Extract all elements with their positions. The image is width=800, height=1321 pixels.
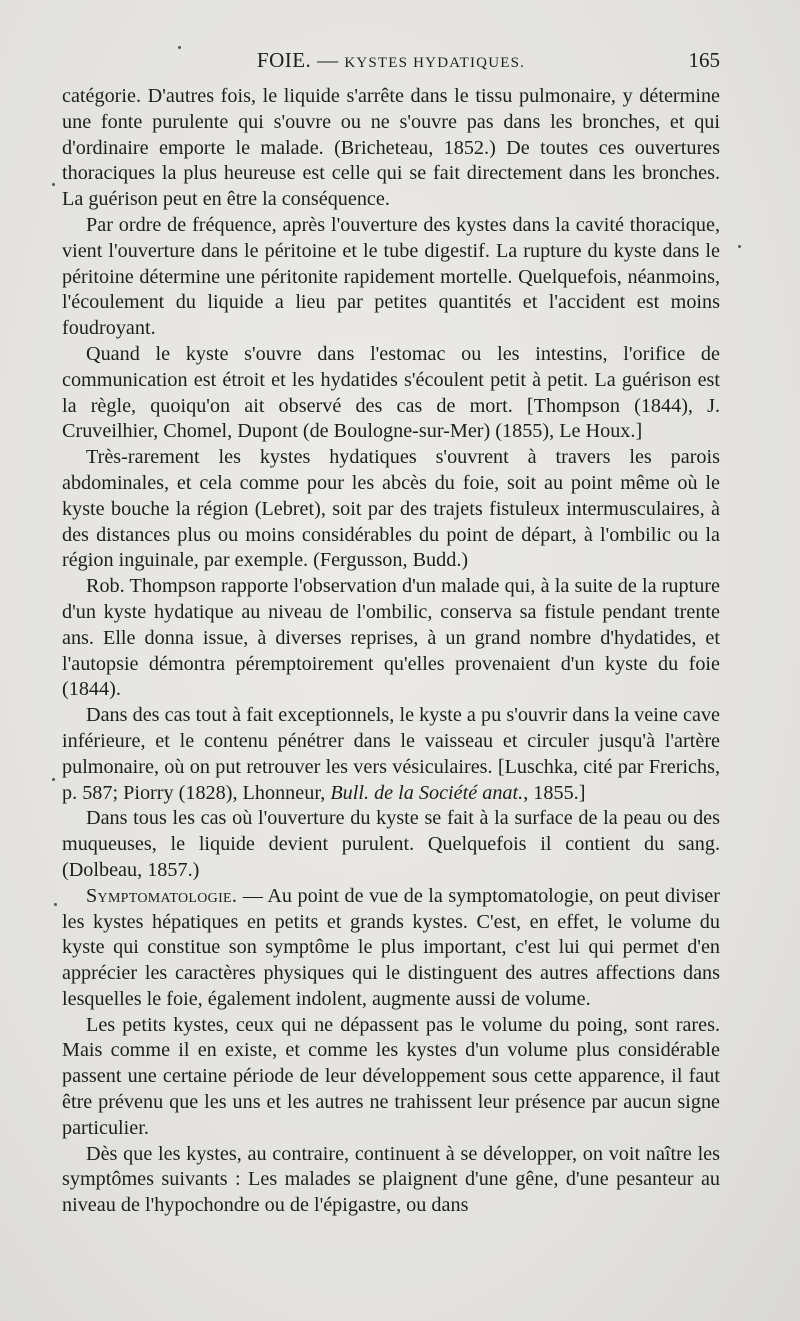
journal-title: Bull. de la Société anat. — [330, 781, 524, 804]
paragraph-7 — [62, 806, 720, 883]
paragraph-text: Dès que les kystes, au contraire, continuent à se développer, on voit naître les symptômes suivants : Les malades se plaignent d'une gêne, d'une pesanteur au niveau de l'hypochondre ou de l'épigastre, ou dans — [62, 1142, 720, 1217]
subject-title: KYSTES HYDATIQUES. — [344, 55, 526, 71]
paragraph-10 — [62, 1142, 720, 1219]
paragraph-6 — [62, 703, 720, 806]
running-title — [62, 48, 720, 73]
paragraph-text: Par ordre de fréquence, après l'ouverture des kystes dans la cavité thoracique, vient l'ouverture dans le péritoine et le tube digestif. La rupture du kyste dans le péritoine détermine une péritonite rapidement mortelle. Quelquefois, néanmoins, l'écoulement du liquide a lieu par petites quantités et l'accident est moins foudroyant. — [62, 213, 720, 340]
paragraph-text: catégorie. D'autres fois, le liquide s'arrête dans le tissu pulmonaire, y détermine une fonte purulente qui s'ouvre ou ne s'ouvre pas dans les bronches, et qui d'ordinaire emporte le malade. (Bricheteau, 1852.) De toutes ces ouvertures thoraciques la plus heureuse est celle qui se fait directement dans les bronches. La guérison peut en être la conséquence. — [62, 85, 720, 211]
paper-speck — [738, 245, 741, 248]
paragraph-3 — [62, 342, 720, 445]
section-heading-symptomatologie: Symptomatologie. — [86, 884, 238, 907]
section-title: FOIE. — [256, 48, 312, 72]
paper-speck — [52, 778, 55, 781]
paper-speck — [178, 46, 181, 49]
paragraph-8 — [62, 884, 720, 1013]
running-header — [62, 44, 720, 78]
title-dash: — — [317, 48, 339, 72]
paragraph-1 — [62, 84, 720, 213]
paragraph-text: — Au point de vue de la symptomatologie, on peut diviser les kystes hépatiques en petits et grands kystes. C'est, en effet, le volume du kyste qui constitue son symptôme le plus important, c'est lui qui permet d'en apprécier les caractères physiques qui le distinguent des autres affections dans lesquelles le foie, également indolent, augmente aussi de volume. — [62, 884, 720, 1010]
body-text — [62, 84, 720, 1219]
paragraph-text: Rob. Thompson rapporte l'observation d'un malade qui, à la suite de la rupture d'un kyste hydatique au niveau de l'ombilic, conserva sa fistule pendant trente ans. Elle donna issue, à diverses reprises, à un grand nombre d'hydatides, et l'autopsie démontra péremptoirement qu'elles provenaient d'un kyste du foie (1844). — [62, 575, 720, 701]
paper-speck — [54, 903, 57, 906]
paragraph-text: Très-rarement les kystes hydatiques s'ouvrent à travers les parois abdominales, et cela comme pour les abcès du foie, soit au point même où le kyste bouche la région (Lebret), soit par des trajets fistuleux intermusculaires, à des distances plus ou moins considérables du point de départ, à l'ombilic ou la région inguinale, par exemple. (Fergusson, Budd.) — [62, 446, 720, 572]
page-number: 165 — [688, 48, 720, 72]
paragraph-9 — [62, 1013, 720, 1142]
paragraph-5 — [62, 574, 720, 703]
paper-speck — [52, 183, 55, 186]
paragraph-text: Les petits kystes, ceux qui ne dépassent pas le volume du poing, sont rares. Mais comme il en existe, et comme les kystes d'un volume plus considérable passent une certaine période de leur développement sous cette apparence, il faut être prévenu que les uns et les autres ne trahissent leur présence par aucun signe particulier. — [62, 1013, 720, 1139]
paragraph-4 — [62, 445, 720, 574]
paragraph-text: Quand le kyste s'ouvre dans l'estomac ou les intestins, l'orifice de communication est étroit et les hydatides s'écoulent petit à petit. La guérison est la règle, quoiqu'on ait observé des cas de mort. [Thompson (1844), J. Cruveilhier, Chomel, Dupont (de Boulogne-sur-Mer) (1855), Le Houx.] — [62, 342, 720, 443]
paragraph-text-end: , 1855.] — [523, 781, 586, 804]
paragraph-text: Dans des cas tout à fait exceptionnels, le kyste a pu s'ouvrir dans la veine cave inférieure, et le contenu pénétrer dans le vaisseau et circuler jusqu'à l'artère pulmonaire, où on put retrouver les vers vésiculaires. [Luschka, cité par Frerichs, p. 587; Piorry (1828), Lhonneur, — [62, 704, 720, 804]
paragraph-2 — [62, 213, 720, 342]
paragraph-text: Dans tous les cas où l'ouverture du kyste se fait à la surface de la peau ou des muqueuses, le liquide devient purulent. Quelquefois il contient du sang. (Dolbeau, 1857.) — [62, 807, 720, 881]
